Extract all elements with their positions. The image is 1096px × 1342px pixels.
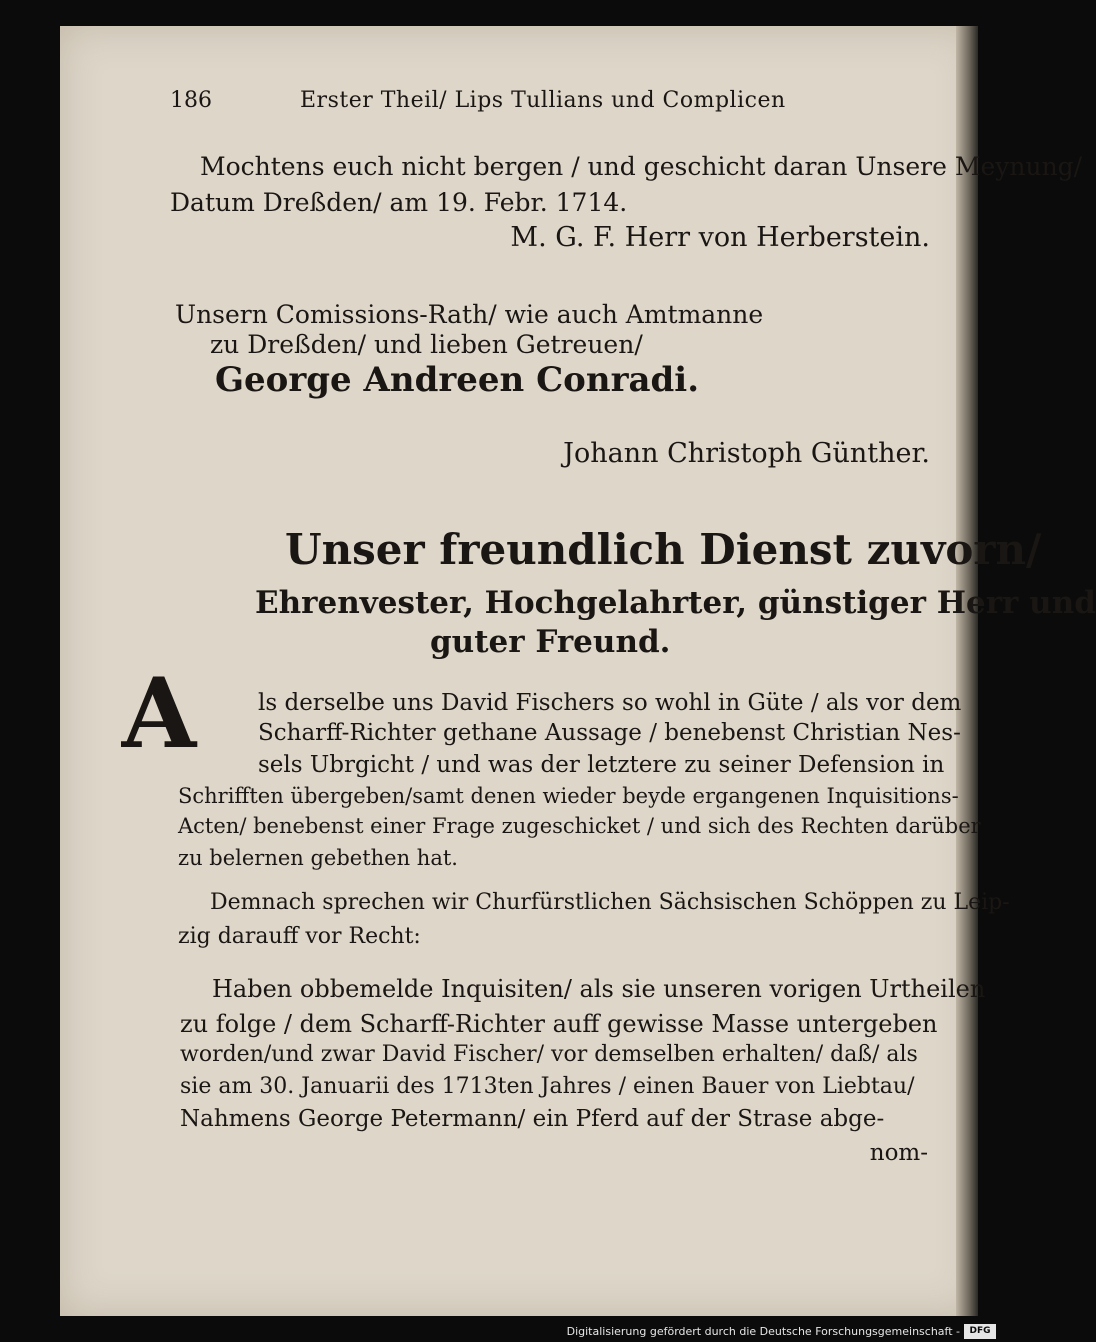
para1-line3: sels Ubrgicht / und was der letztere zu seiner Defension in	[258, 752, 945, 778]
para1-line4: Schrifften übergeben/samt denen wieder beyde ergangenen Inquisitions-	[178, 784, 959, 808]
heading-line3: guter Freund.	[430, 624, 671, 660]
letter1-line1: Mochtens euch nicht bergen / und geschicht daran Unsere Meynung/	[200, 152, 1083, 181]
para3-line5: Nahmens George Petermann/ ein Pferd auf der Strase abge-	[180, 1106, 885, 1132]
footer-credit: Digitalisierung gefördert durch die Deutsche Forschungsgemeinschaft -	[566, 1325, 960, 1338]
decorative-initial: A	[121, 657, 197, 770]
address-signer: Johann Christoph Günther.	[563, 438, 930, 469]
para3-line1: Haben obbemelde Inquisiten/ als sie unseren vorigen Urtheilen	[212, 975, 986, 1003]
para3-line3: worden/und zwar David Fischer/ vor demselben erhalten/ daß/ als	[180, 1042, 918, 1067]
address-line1: Unsern Comissions-Rath/ wie auch Amtmanne	[175, 300, 764, 329]
book-spine	[956, 26, 978, 1316]
para1-line1: ls derselbe uns David Fischers so wohl in Güte / als vor dem	[258, 690, 962, 716]
para3-line4: sie am 30. Januarii des 1713ten Jahres / einen Bauer von Liebtau/	[180, 1074, 915, 1099]
address-line2: zu Dreßden/ und lieben Getreuen/	[210, 330, 643, 359]
running-head: Erster Theil/ Lips Tullians und Complicen	[300, 88, 786, 113]
para2-line2: zig darauff vor Recht:	[178, 924, 421, 949]
heading-line1: Unser freundlich Dienst zuvorn/	[285, 525, 1042, 574]
para1-line6: zu belernen gebethen hat.	[178, 846, 458, 870]
para1-line2: Scharff-Richter gethane Aussage / benebenst Christian Nes-	[258, 720, 961, 746]
catchword: nom-	[869, 1140, 928, 1166]
para1-line5: Acten/ benebenst einer Frage zugeschicket / und sich des Rechten darüber	[178, 814, 981, 838]
para2-line1: Demnach sprechen wir Churfürstlichen Sächsischen Schöppen zu Leip-	[210, 890, 1010, 915]
page-number: 186	[170, 88, 212, 113]
letter1-line2: Datum Dreßden/ am 19. Febr. 1714.	[170, 188, 628, 217]
address-name: George Andreen Conradi.	[215, 360, 700, 400]
footer-bar	[0, 1316, 1000, 1342]
para3-line2: zu folge / dem Scharff-Richter auff gewisse Masse untergeben	[180, 1010, 938, 1038]
dfg-logo-icon: DFG	[964, 1324, 996, 1339]
heading-line2: Ehrenvester, Hochgelahrter, günstiger Herr und	[255, 585, 1096, 621]
letter1-signature: M. G. F. Herr von Herberstein.	[510, 222, 930, 253]
